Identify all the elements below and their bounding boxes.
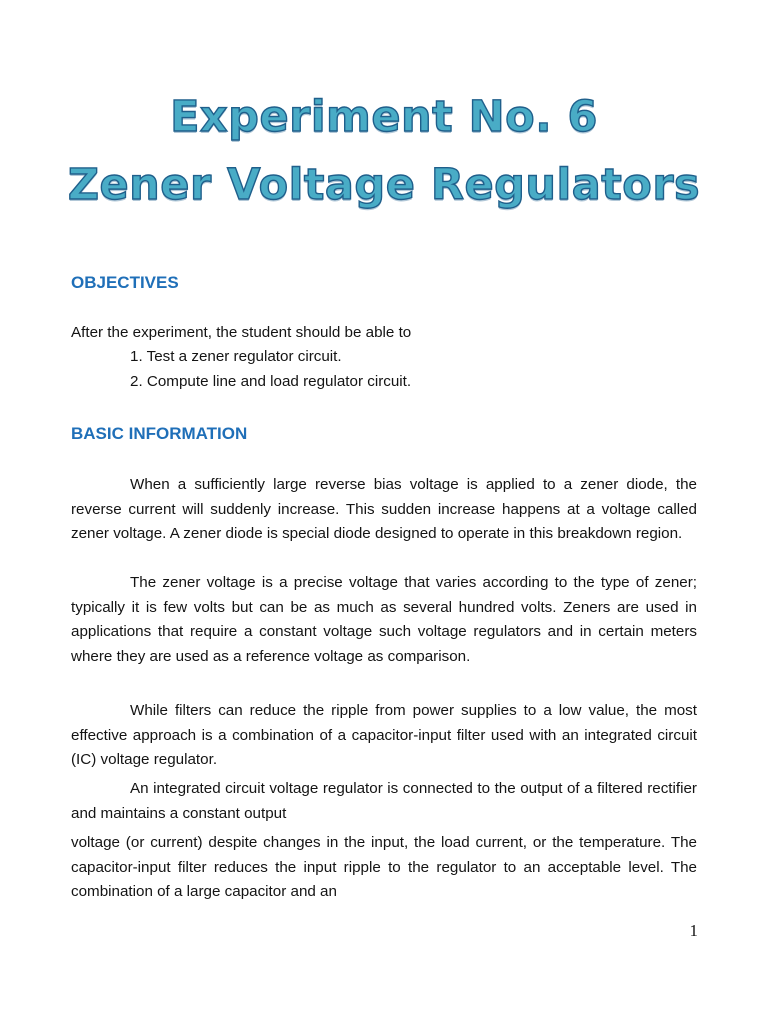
objectives-intro: After the experiment, the student should be able to <box>71 324 412 341</box>
title-experiment-name: Zener Voltage Regulators <box>67 160 701 210</box>
page-number: 1 <box>689 921 698 940</box>
paragraph-zener-voltage: The zener voltage is a precise voltage that varies according to the type of zener; typically it is few volts but can be as much as several hundred volts. Zeners are used in applications that require a constant voltage such voltage regulators and in certain meters where they are used as a reference voltage as comparison. <box>71 574 697 665</box>
objective-item-2: 2. Compute line and load regulator circuit. <box>130 373 412 390</box>
paragraph-zener-breakdown: When a sufficiently large reverse bias voltage is applied to a zener diode, the reverse current will suddenly increase. This sudden increase happens at a voltage called zener voltage. A zener diode is special diode designed to operate in this breakdown region. <box>71 476 697 543</box>
objective-item-1: 1. Test a zener regulator circuit. <box>130 348 342 365</box>
paragraph-ic-regulator: An integrated circuit voltage regulator is connected to the output of a filtered rectifier and maintains a constant output <box>71 780 697 822</box>
heading-basic-information: BASIC INFORMATION <box>71 424 248 443</box>
title-experiment-number: Experiment No. 6 <box>170 92 598 142</box>
paragraph-filters: While filters can reduce the ripple from power supplies to a low value, the most effective approach is a combination of a capacitor-input filter used with an integrated circuit (IC) voltage regulator. <box>71 702 697 769</box>
paragraph-ic-regulator-continued: voltage (or current) despite changes in the input, the load current, or the temperature. The capacitor-input filter reduces the input ripple to the regulator to an acceptable level. The combination of a large capacitor and an <box>71 834 697 901</box>
heading-objectives: OBJECTIVES <box>71 273 179 292</box>
